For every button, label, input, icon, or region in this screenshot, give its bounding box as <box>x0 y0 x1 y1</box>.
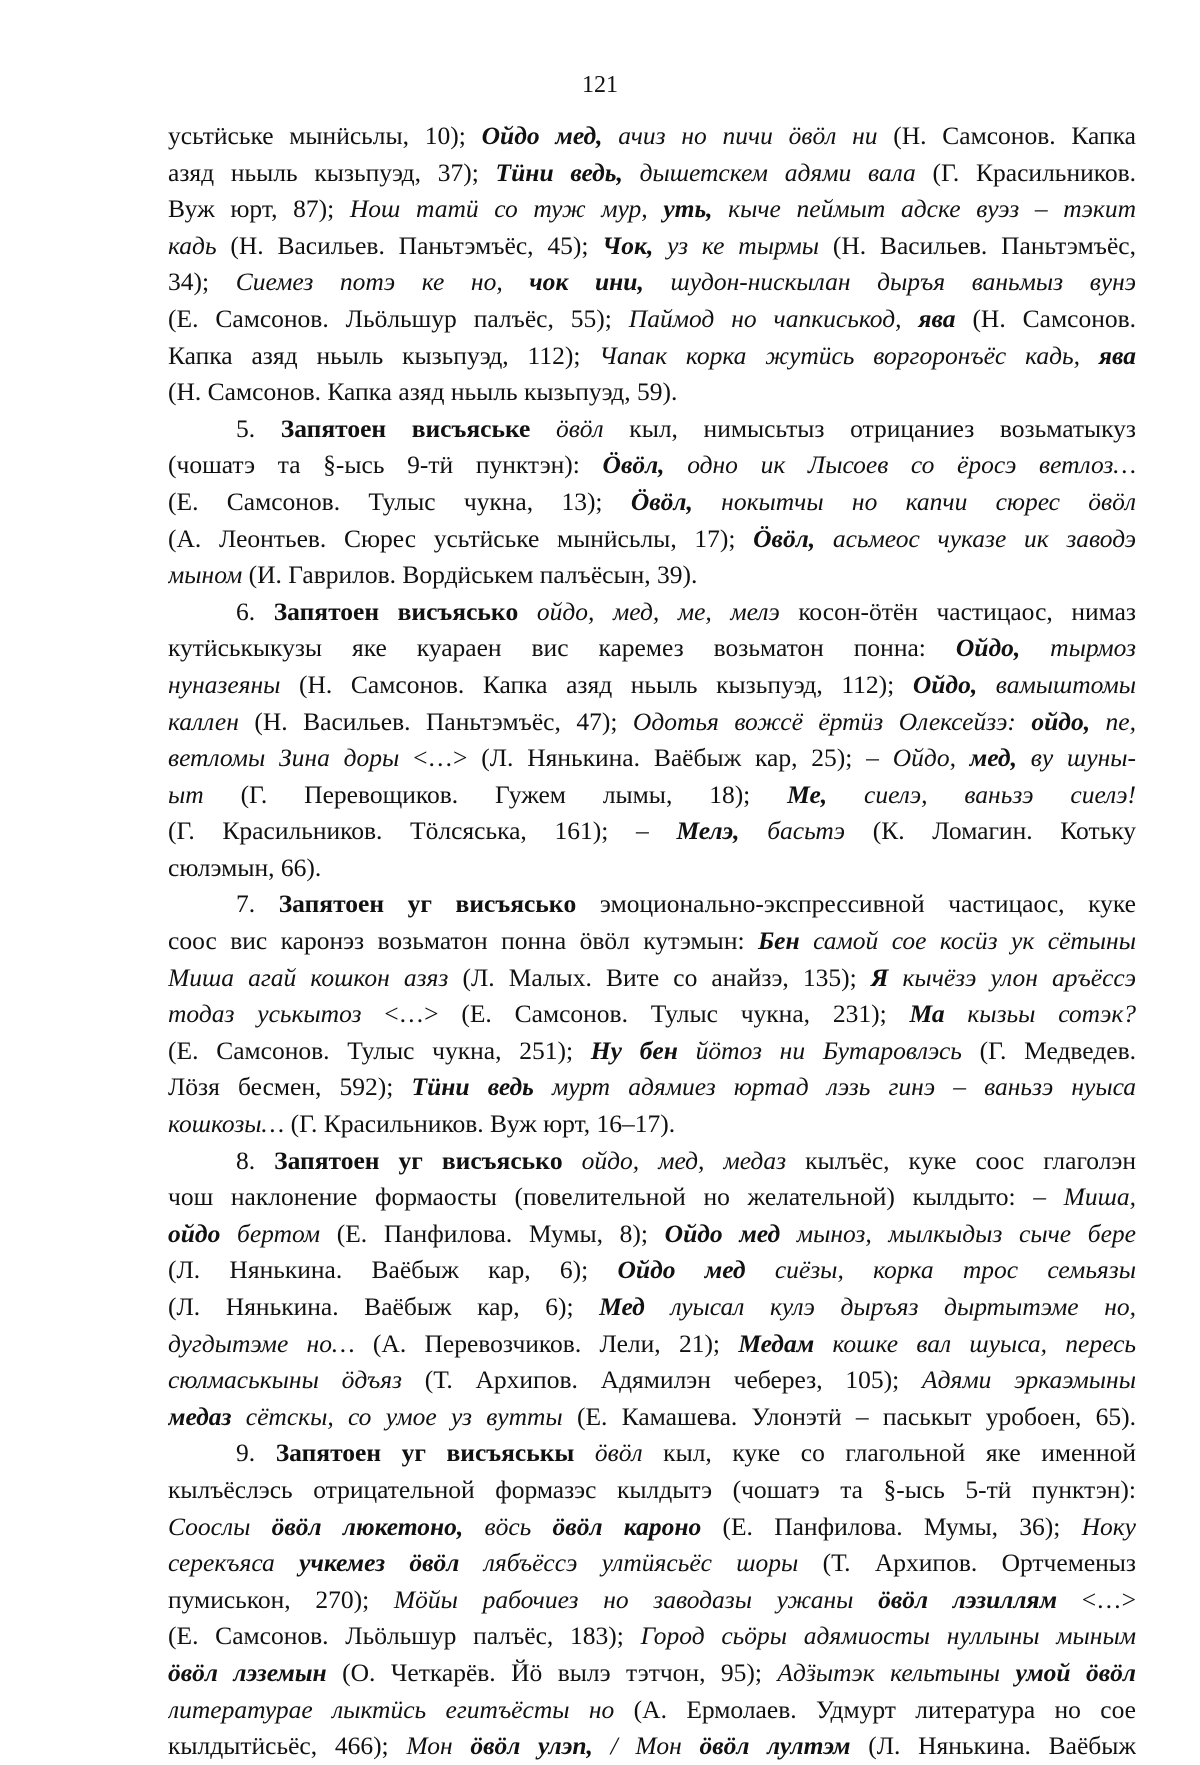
text-segment: ву шуны- <box>1016 743 1136 773</box>
text-line <box>168 1106 1136 1143</box>
text-segment: (Л. Нянькина. Ваёбыж кар, 6); <box>168 1292 600 1321</box>
text-line <box>168 923 1136 960</box>
text-segment: мурт адямиез юртад лэзь гинэ – ваньзэ нуыса <box>533 1072 1136 1102</box>
text-segment: (Н. Васильев. Паньтэмъёс, 47); <box>238 706 633 736</box>
text-segment: 5. <box>236 413 281 443</box>
text-segment: ява <box>1098 340 1136 370</box>
text-segment: умой ӧвӧл <box>1015 1657 1136 1687</box>
text-line <box>168 1216 1136 1253</box>
text-segment: бертом <box>220 1218 321 1248</box>
text-segment: (Е. Панфилова. Мумы, 36); <box>701 1511 1082 1541</box>
text-line <box>168 667 1136 704</box>
text-segment: кошкозы… <box>168 1109 285 1139</box>
text-segment: (Е. Камашева. Улонэтӥ – паськыт уробоен, 65). <box>562 1401 1136 1431</box>
text-segment: басьтэ <box>739 816 846 846</box>
text-segment: усьтӥське мынӥсьлы, 10); <box>168 121 482 150</box>
text-segment: асьмеос чуказе ик заводэ <box>815 523 1136 553</box>
text-segment: кылъёслэсь отрицательной формазэс кылдытэ (чошатэ та §-ысь 5-тӥ пунктэн): <box>168 1474 1136 1504</box>
text-line <box>168 1728 1136 1765</box>
text-segment: чош наклонение формаосты (повелительной но желательной) кылдыто: – <box>168 1182 1064 1212</box>
text-line <box>168 1033 1136 1070</box>
text-segment: (О. Четкарёв. Йӧ вылэ тэтчон, 95); <box>326 1657 778 1687</box>
text-segment: сётскы, со умое уз вутты <box>231 1401 563 1431</box>
text-segment: Адӟытэк кельтыны <box>777 1657 1016 1687</box>
text-segment: кыл, куке со глагольной яке именной <box>642 1438 1136 1468</box>
text-segment: Ноку <box>1081 1511 1136 1541</box>
text-line <box>168 1362 1136 1399</box>
text-line <box>168 1252 1136 1289</box>
text-segment: кутӥськыкузы яке куараен вис каремез возьматон понна: <box>168 633 956 663</box>
text-line <box>168 1143 1136 1180</box>
text-segment: <…> (Л. Нянькина. Ваёбыж кар, 25); – <box>399 743 893 773</box>
text-segment: (Н. Васильев. Паньтэмъёс, 45); <box>216 230 603 260</box>
text-segment: (Г. Красильников. Тӧлсяська, 161); – <box>168 816 677 846</box>
text-segment: Ну бен <box>590 1035 678 1065</box>
text-line <box>168 704 1136 741</box>
text-segment: (Г. Медведев. <box>961 1035 1136 1065</box>
text-segment: вамыштомы <box>977 669 1136 699</box>
text-segment: Запятоен висъяськo <box>273 596 519 626</box>
text-segment: соос вис каронэз возьматон понна ӧвӧл кутэмын: <box>168 926 758 956</box>
text-segment: учкемез ӧвӧл <box>299 1548 460 1578</box>
text-segment: (Е. Самсонов. Льӧльшур палъёс, 183); <box>168 1621 641 1651</box>
text-line <box>168 630 1136 667</box>
text-segment: чок ини, <box>529 267 644 297</box>
text-segment: Тӥни ведь <box>411 1072 534 1102</box>
text-segment: Ма <box>909 999 945 1029</box>
text-segment: шудон-нискылан дыръя ваньмыз вунэ <box>643 267 1136 297</box>
text-segment: медаз <box>168 1401 232 1431</box>
text-line <box>168 411 1136 448</box>
text-segment: Ойдо, <box>955 633 1021 663</box>
text-line <box>168 813 1136 850</box>
text-segment: нокытчы но капчи сюрес ӧвӧл <box>692 486 1136 516</box>
text-line <box>168 740 1136 777</box>
text-segment: мед, <box>969 743 1017 773</box>
page-body-text <box>168 118 1136 1765</box>
text-segment: (И. Гаврилов. Вордӥськем палъёсын, 39). <box>242 560 698 590</box>
text-segment: азяд ньыль кызьпуэд, 37); <box>168 157 496 187</box>
text-segment: 8. <box>236 1145 275 1175</box>
text-segment: (Г. Красильников. Вуж юрт, 16–17). <box>284 1109 676 1139</box>
text-segment: ойдо, мед, медаз <box>562 1145 787 1175</box>
text-segment: Одотья вожсё ёртӥз Олексейзэ: <box>632 706 1032 736</box>
text-segment: самой сое косӥз ук сётыны <box>799 926 1136 956</box>
text-line <box>168 155 1136 192</box>
text-segment: Медам <box>738 1328 815 1358</box>
text-segment: литературае лыктӥсь егитъёсты но <box>168 1694 615 1724</box>
text-line <box>168 484 1136 521</box>
text-segment: Чапак корка жутӥсь воргоронъёс кадь, <box>599 340 1099 370</box>
text-line <box>168 1069 1136 1106</box>
text-segment: вӧсь <box>463 1511 553 1541</box>
text-segment: уть, <box>663 194 713 224</box>
text-segment: Вуж юрт, 87); <box>168 194 350 224</box>
text-segment: ыт <box>168 779 204 809</box>
text-segment: (Т. Архипов. Адямилэн чеберез, 105); <box>402 1365 923 1395</box>
text-segment: дугдытэме но… <box>168 1328 355 1358</box>
text-segment: Ӧвӧл, <box>630 486 693 516</box>
text-segment: пе, <box>1090 706 1136 736</box>
text-line <box>168 777 1136 814</box>
text-segment: Мӧйы рабочиез но заводазы ужаны <box>393 1584 879 1614</box>
text-segment: ойдо <box>168 1218 221 1248</box>
text-line <box>168 118 1136 155</box>
text-segment: эмоционально-экспрессивной частицаос, куке <box>576 889 1136 919</box>
text-segment: Сиемез потэ ке но, <box>235 267 530 297</box>
text-line <box>168 228 1136 265</box>
text-segment: пумиськон, 270); <box>168 1584 394 1614</box>
text-segment: (Л. Малых. Вите со анайзэ, 135); <box>448 962 871 992</box>
text-line <box>168 1655 1136 1692</box>
text-line <box>168 886 1136 923</box>
text-segment: Ӧвӧл, <box>753 523 816 553</box>
text-segment: ветломы Зина доры <box>168 743 400 773</box>
text-line <box>168 374 1136 411</box>
text-line <box>168 1326 1136 1363</box>
text-segment: Ойдо мед <box>664 1218 781 1248</box>
text-segment: (Г. Красильников. <box>915 157 1136 187</box>
text-line <box>168 1582 1136 1619</box>
text-segment: сюлэмын, 66). <box>168 852 322 882</box>
text-segment: Тӥни ведь, <box>495 157 623 187</box>
text-segment: одно ик Лысоев со ёросэ ветлоз… <box>664 450 1136 480</box>
text-line <box>168 1692 1136 1729</box>
text-segment: <…> <box>1057 1584 1136 1614</box>
text-segment: (К. Ломагин. Котьку <box>845 816 1136 846</box>
text-line <box>168 191 1136 228</box>
text-segment: 6. <box>236 596 274 626</box>
text-line <box>168 264 1136 301</box>
text-segment: ӧвӧл лэземын <box>168 1657 327 1687</box>
text-segment: Ме, <box>787 779 828 809</box>
text-segment: сиелэ, ваньзэ сиелэ! <box>827 779 1136 809</box>
text-segment: ойдо, мед, ме, мелэ <box>518 596 780 626</box>
text-segment: 34); <box>168 267 236 297</box>
text-segment: Город сьӧры адямиосты нуллыны мыным <box>640 1621 1136 1651</box>
text-segment: (Н. Самсонов. <box>955 303 1136 333</box>
text-segment: нуназеяны <box>168 669 281 699</box>
text-line <box>168 301 1136 338</box>
text-segment: кошке вал шуыса, пересь <box>814 1328 1136 1358</box>
text-segment: (Н. Самсонов. Капка азяд ньыль кызьпуэд, 59). <box>168 377 678 407</box>
text-segment: Миша агай кошкон азяз <box>168 962 449 992</box>
text-segment: Ойдо, <box>912 669 978 699</box>
text-segment: мыном <box>168 560 243 590</box>
text-segment: тодаз уськытоз <box>168 999 362 1029</box>
text-segment: ява <box>918 303 956 333</box>
text-segment: тырмоз <box>1020 633 1136 663</box>
text-line <box>168 1179 1136 1216</box>
text-line <box>168 1618 1136 1655</box>
text-segment: / Мон <box>592 1731 700 1761</box>
text-segment: ачиз но пичи ӧвӧл ни <box>602 121 878 150</box>
text-segment: Мед <box>599 1292 645 1321</box>
text-line <box>168 960 1136 997</box>
text-segment: Чок, <box>602 230 654 260</box>
text-segment: Бен <box>757 926 800 956</box>
text-segment: (А. Перевозчиков. Лели, 21); <box>354 1328 739 1358</box>
text-segment: ӧвӧл люкетоно, <box>271 1511 464 1541</box>
text-line <box>168 1509 1136 1546</box>
text-segment: 7. <box>236 889 279 919</box>
text-line <box>168 1289 1136 1326</box>
text-segment: луысал кулэ дыръяз дыртытэме но, <box>644 1292 1136 1321</box>
text-segment: Мон <box>406 1731 471 1761</box>
text-segment: лябъёссэ ултӥясьёс шоры <box>459 1548 799 1578</box>
text-segment: Лӧзя бесмен, 592); <box>168 1072 412 1102</box>
text-segment: Запятоен уг висъяськo <box>274 1145 563 1175</box>
text-segment: сиёзы, корка трос семьязы <box>745 1255 1136 1285</box>
text-line <box>168 1435 1136 1472</box>
text-segment: кылдытӥсьёс, 466); <box>168 1731 407 1761</box>
text-segment: косон-ӧтён частицаос, нимаз <box>779 596 1136 626</box>
text-segment: серекъяса <box>168 1548 300 1578</box>
text-segment: <…> (Е. Самсонов. Тулыс чукна, 231); <box>361 999 910 1029</box>
text-segment: кычёзэ улон аръёссэ <box>888 962 1136 992</box>
text-line <box>168 1399 1136 1436</box>
text-segment: (Е. Самсонов. Льӧльшур палъёс, 55); <box>168 303 629 333</box>
text-segment: Сооcлы <box>168 1511 272 1541</box>
text-segment: кыче пеймыт адске вуэз – тэкит <box>712 194 1136 224</box>
text-segment: кызьы сотэк? <box>944 999 1136 1029</box>
text-segment: ойдо, <box>1031 706 1091 736</box>
text-segment: кыл, нимысьтыз отрицаниез возьматыкуз <box>603 413 1136 443</box>
text-segment: Ойдо мед, <box>481 121 603 150</box>
text-segment: Паймод но чапкиськод, <box>628 303 919 333</box>
text-segment: (Л. Нянькина. Ваёбыж кар, 6); <box>168 1255 618 1285</box>
text-segment: ӧвӧл лэзиллям <box>878 1584 1058 1614</box>
text-segment: (Н. Васильев. Паньтэмъёс, <box>819 230 1136 260</box>
text-line <box>168 594 1136 631</box>
text-segment: Ойдо мед <box>617 1255 746 1285</box>
text-segment: ӧвӧл <box>574 1438 643 1468</box>
text-segment: уз ке тырмы <box>653 230 820 260</box>
text-segment: (чошатэ та §-ысь 9-тӥ пунктэн): <box>168 450 603 480</box>
text-segment: кылъёс, куке соос глаголэн <box>786 1145 1136 1175</box>
text-line <box>168 850 1136 887</box>
text-segment: ӧвӧл <box>530 413 604 443</box>
text-segment: Запятоен висъяське <box>280 413 531 443</box>
text-segment: (Н. Самсонов. Капка азяд ньыль кызьпуэд, 112); <box>280 669 913 699</box>
text-segment: 9. <box>236 1438 276 1468</box>
text-segment: Запятоен уг висъяськo <box>278 889 577 919</box>
text-line <box>168 338 1136 375</box>
text-segment: (Е. Панфилова. Мумы, 8); <box>320 1218 665 1248</box>
text-segment: Ойдо, <box>892 743 970 773</box>
text-line <box>168 996 1136 1033</box>
text-segment: (Н. Самсонов. Капка <box>877 121 1136 150</box>
text-segment: сюлмаськыны ӧдъяз <box>168 1365 402 1395</box>
text-segment: дышетскем адями вала <box>622 157 916 187</box>
text-segment: (Е. Самсонов. Тулыс чукна, 251); <box>168 1035 591 1065</box>
text-segment: Нош татӥ со туж мур, <box>349 194 664 224</box>
text-segment: Запятоен уг висъяськы <box>275 1438 575 1468</box>
text-segment: мыноз, мылкыдыз сыче бере <box>780 1218 1136 1248</box>
text-segment: (Е. Самсонов. Тулыс чукна, 13); <box>168 486 631 516</box>
text-segment: каллен <box>168 706 239 736</box>
text-line <box>168 447 1136 484</box>
text-line <box>168 1545 1136 1582</box>
text-segment: (Т. Архипов. Ортчеменыз <box>798 1548 1136 1578</box>
text-line <box>168 521 1136 558</box>
text-segment: кадь <box>168 230 217 260</box>
text-segment: Мелэ, <box>676 816 740 846</box>
text-line <box>168 557 1136 594</box>
text-segment: (А. Ермолаев. Удмурт литература но сое <box>614 1694 1136 1724</box>
text-segment: (Л. Нянькина. Ваёбыж <box>850 1731 1136 1761</box>
text-segment: Ӧвӧл, <box>602 450 665 480</box>
text-segment: йӧтоз ни Бутаровлэсь <box>677 1035 962 1065</box>
text-segment: ӧвӧл улэп, <box>470 1731 593 1761</box>
text-segment: Миша, <box>1063 1182 1136 1212</box>
text-segment: Капка азяд ньыль кызьпуэд, 112); <box>168 340 600 370</box>
text-line <box>168 1472 1136 1509</box>
text-segment: ӧвӧл лултэм <box>699 1731 851 1761</box>
text-segment: (Г. Перевощиков. Гужем лымы, 18); <box>203 779 788 809</box>
text-segment: (А. Леонтьев. Сюрес усьтӥське мынӥсьлы, 17); <box>168 523 754 553</box>
text-segment: ӧвӧл кароно <box>552 1511 702 1541</box>
text-segment: Адями эркаэмыны <box>922 1365 1136 1395</box>
page-number: 121 <box>582 72 618 98</box>
text-segment: Я <box>870 962 889 992</box>
